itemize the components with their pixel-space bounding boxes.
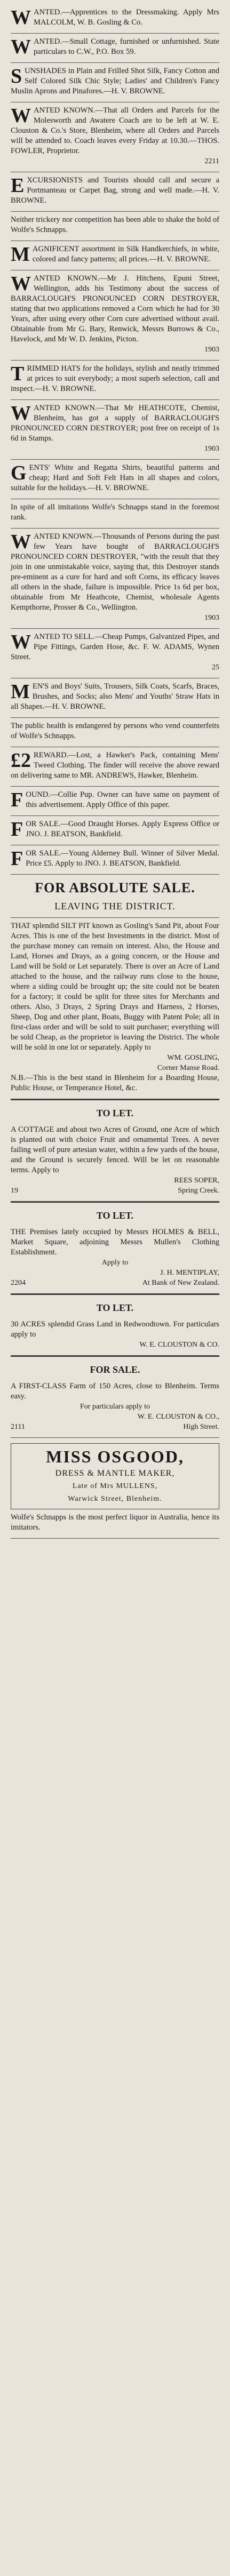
osgood-name: MISS OSGOOD, [11, 1443, 219, 1467]
ad-number: 2111 [11, 1423, 25, 1431]
classified-ad [11, 678, 219, 718]
classified-ad [11, 63, 219, 102]
to-let-signer-1: REES SOPER, [174, 1177, 219, 1185]
osgood-ad [11, 1438, 219, 1509]
ad-body: EN'S and Boys' Suits, Trousers, Silk Coats, Scarfs, Braces, Brushes, and Socks; also Mens' and Youths' Straw Hats in all Shapes.—H. V. BROWNE. [11, 682, 219, 711]
newspaper-column [5, 0, 225, 1543]
classified-ad [11, 499, 219, 529]
to-let-signer-2: J. H. MENTIPLAY, [160, 1269, 219, 1277]
classified-ad-text [11, 750, 219, 781]
classified-ad-text [11, 819, 219, 839]
to-let-footer-1 [11, 1186, 219, 1196]
to-let-ad-1 [11, 1122, 219, 1202]
osgood-late: Late of Mrs MULLENS, [72, 1482, 158, 1490]
classified-ad-text [11, 66, 219, 97]
ad-body: ANTED TO SELL.—Cheap Pumps, Galvanized Pipes, and Pipe Fittings, Garden Hose, &c. F. W. ADAMS, Wynen Street. [11, 633, 219, 661]
ad-body: In spite of all imitations Wolfe's Schnapps stand in the foremost rank. [11, 503, 219, 522]
classified-ad-text [11, 721, 219, 741]
drop-cap: E [11, 174, 25, 197]
classified-ad-text [11, 215, 219, 235]
ad-number: 19 [11, 1187, 18, 1195]
for-sale-heading: FOR SALE. [11, 1356, 219, 1378]
to-let-address-2: At Bank of New Zealand. [142, 1279, 219, 1287]
drop-cap: W [11, 6, 31, 29]
drop-cap: S [11, 65, 22, 87]
classified-ad-text [11, 7, 219, 28]
classified-ad-text [11, 274, 219, 345]
ad-number: 2204 [11, 1279, 26, 1287]
for-sale-body: A FIRST-CLASS Farm of 150 Acres, close to Blenheim. Terms easy. [11, 1382, 219, 1401]
to-let-heading-1: TO LET. [11, 1099, 219, 1122]
absolute-sale-address: Corner Manse Road. [157, 1064, 219, 1072]
ad-body: AGNIFICENT assortment in Silk Handkerchiefs, in white, colored and fancy patterns; all prices.—H. V. BROWNE. [32, 245, 219, 263]
classified-ad [11, 400, 219, 460]
absolute-sale-note: N.B.—This is the best stand in Blenheim for a Boarding House, Public House, or Temperance Hotel, &c. [11, 1074, 219, 1092]
classified-ad [11, 816, 219, 845]
absolute-sale-title: FOR ABSOLUTE SALE. [35, 880, 195, 895]
ad-number: 25 [212, 663, 219, 671]
classified-ad [11, 747, 219, 787]
osgood-trade-line: DRESS & MANTLE MAKER, [55, 1469, 175, 1478]
classified-ad [11, 270, 219, 361]
classified-ad-text [11, 790, 219, 810]
classified-ad-text [11, 37, 219, 57]
ad-body: ANTED.—Apprentices to the Dressmaking. Apply Mrs MALCOLM, W. B. Gosling & Co. [34, 8, 219, 27]
to-let-heading-3: TO LET. [11, 1294, 219, 1316]
drop-cap: G [11, 462, 27, 484]
classified-ad [11, 529, 219, 629]
classified-ad [11, 460, 219, 499]
ad-body: The public health is endangered by persons who vend counterfeits of Wolfe's Schnapps. [11, 722, 219, 740]
classified-ad [11, 845, 219, 875]
classified-ad-text [11, 175, 219, 206]
drop-cap: M [11, 243, 30, 266]
to-let-body-2: THE Premises lately occupied by Messrs HOLMES & BELL, Market Square, adjoining Messrs Mullen's Clothing Establishment. [11, 1228, 219, 1257]
footer-ad-text: Wolfe's Schnapps is the most perfect liquor in Australia, hence its imitators. [11, 1513, 219, 1532]
for-sale-address: High Street. [183, 1423, 219, 1431]
classified-ad-text [11, 532, 219, 613]
ad-body: ANTED.—Small Cottage, furnished or unfurnished. State particulars to C.W., P.O. Box 59. [34, 37, 219, 56]
drop-cap: W [11, 105, 31, 127]
ad-number: 1903 [204, 346, 219, 354]
ad-number: 1903 [204, 445, 219, 453]
classified-ad-text [11, 364, 219, 394]
to-let-footer-2 [11, 1278, 219, 1288]
classified-ad-text [11, 682, 219, 712]
footer-ad [11, 1509, 219, 1539]
ad-body: OUND.—Collie Pup. Owner can have same on payment of this advertisement. Apply Office of this paper. [26, 790, 219, 809]
classified-ad [11, 241, 219, 270]
classified-ad-text [11, 502, 219, 523]
classified-ad [11, 718, 219, 747]
for-sale-ad [11, 1378, 219, 1438]
absolute-sale-body: THAT splendid SILT PIT known as Gosling's Sand Pit, about Four Acres. This is one of the best Investments in the district. Most of the purchase money can remain on interest. Also, the House and Land, Horses and Drays, as a going concern, or the House and Land will be Sold or Let separately. There is over an Acre of Land attached to the house, and the railway runs close to the house, where a siding could be brought up; the site could not be beaten for a factory; it could be split for three sites for Merchants and others. Also, 3 Drays, 2 Spring Drays and Harness, 2 Horses, Sheep, Dog and other plant, Boats, Buggy with Patent Pole; all in first-class order and will be sold to suit purchaser; everything will be sold Cheap, as the proprietor is leaving the District. The whole will be sold in one lot or separately. Apply to [11, 922, 219, 1052]
classified-ad-text [11, 403, 219, 444]
classified-ad [11, 787, 219, 816]
classified-ad-text [11, 244, 219, 265]
classified-ad [11, 212, 219, 241]
to-let-apply-2: Apply to [101, 1259, 129, 1267]
classified-ad [11, 102, 219, 172]
ad-body: UNSHADES in Plain and Frilled Shot Silk, Fancy Cotton and Self Colored Silk Chic Style; Ladies' and Children's Fancy Muslin Aprons and Pinafores.—H. V. BROWNE. [11, 67, 219, 95]
osgood-trade [11, 1467, 219, 1509]
ad-body: XCURSIONISTS and Tourists should call and secure a Portmanteau or Carpet Bag, strong and well made.—H. V. BROWNE. [11, 176, 219, 205]
for-sale-signer: W. E. CLOUSTON & CO., [137, 1413, 219, 1421]
drop-cap: W [11, 36, 31, 58]
ad-body: OR SALE.—Young Alderney Bull. Winner of Silver Medal. Price £5. Apply to JNO. J. BEATSON, Bankfield. [26, 849, 219, 868]
to-let-ad-2 [11, 1224, 219, 1294]
to-let-address-1: Spring Creek. [178, 1187, 219, 1195]
osgood-address: Warwick Street, Blenheim. [68, 1495, 162, 1503]
classified-ad-text [11, 632, 219, 662]
drop-cap: £2 [11, 749, 31, 772]
to-let-signer-3: W. E. CLOUSTON & CO. [139, 1341, 219, 1349]
classified-ad [11, 361, 219, 400]
drop-cap: F [11, 818, 23, 841]
classified-ad [11, 34, 219, 63]
ad-body: ENTS' White and Regatta Shirts, beautiful patterns and cheap; Hard and Soft Felt Hats in all shapes and colors, suitable for the holidays.—H. V. BROWNE. [11, 463, 219, 492]
drop-cap: W [11, 531, 31, 553]
ad-body: ANTED KNOWN.—Mr J. Hitchens, Epuni Street, Wellington, adds his Testimony about the success of BARRACLOUGH'S PRONOUNCED CORN DESTROYER, stating that two applications removed a Corn which he had for 30 Years, after using every other Corn cure advertised without avail. Obtainable from Mr G. Bary, Renwick, Messrs Burrows & Co., Havelock, and Mr W. D. Jenkins, Picton. [11, 274, 219, 343]
ad-number: 2211 [204, 157, 219, 165]
drop-cap: F [11, 847, 23, 870]
ad-body: RIMMED HATS for the holidays, stylish and neatly trimmed at prices to suit everybody; a most superb selection, call and inspect.—H. V. BROWNE. [11, 364, 219, 393]
to-let-body-3: 30 ACRES splendid Grass Land in Redwoodtown. For particulars apply to [11, 1320, 219, 1339]
drop-cap: M [11, 681, 30, 703]
drop-cap: W [11, 631, 31, 653]
to-let-heading-2: TO LET. [11, 1202, 219, 1224]
ad-body: ANTED KNOWN.—Thousands of Persons during the past few Years have bought of BARRACLOUGH'S PRONOUNCED CORN DESTROYER, "with the result that they join in one unmistakable voice, saying that, this Destroyer stands pre-eminent as a cure for hard and soft Corns, its efficacy leaves all others in the shade, failure is impossible. Price 1s 6d per box, obtainable from Mr Heathcote, Chemist, wholesale Agents Kempthorne, Prosser & Co., Wellington. [11, 532, 219, 612]
ad-body: REWARD.—Lost, a Hawker's Pack, containing Mens' Tweed Clothing. The finder will receive the above reward on delivering same to MR. ANDREWS, Hawker, Blenheim. [11, 751, 219, 780]
absolute-sale-signer: WM. GOSLING, [167, 1054, 219, 1062]
absolute-sale-subtitle: LEAVING THE DISTRICT. [11, 899, 219, 918]
classified-ad [11, 172, 219, 212]
drop-cap: W [11, 273, 31, 295]
drop-cap: T [11, 363, 25, 385]
to-let-ad-3 [11, 1316, 219, 1356]
ad-body: ANTED KNOWN.—That all Orders and Parcels for the Molesworth and Awatere Coach are to be left at W. E. Clouston & Co.'s Store, Blenheim, where all Orders and Parcels will be attended to. Coach leaves every Friday at 10.30.—THOS. FOWLER, Proprietor. [11, 106, 219, 155]
classified-ad [11, 629, 219, 678]
classified-ad [11, 4, 219, 34]
drop-cap: F [11, 789, 23, 811]
classified-ads [11, 4, 219, 875]
classified-ad-text [11, 849, 219, 869]
ad-number: 1903 [204, 614, 219, 622]
for-sale-apply: For particulars apply to [80, 1403, 150, 1411]
to-let-body-1: A COTTAGE and about two Acres of Ground, one Acre of which is planted out with choice Fruit and ornamental Trees. A never failing well of pure artesian water, within a few yards of the house, and the Ground is securely fenced. Will be let on reasonable terms. Apply to [11, 1125, 219, 1174]
for-sale-footer [11, 1422, 219, 1432]
classified-ad-text [11, 106, 219, 156]
drop-cap: W [11, 402, 31, 425]
absolute-sale-ad [11, 918, 219, 1099]
ad-body: ANTED KNOWN.—That Mr HEATHCOTE, Chemist, Blenheim, has got a supply of BARRACLOUGH'S PRONOUNCED CORN DESTROYER; post free on receipt of 1s 6d in Stamps. [11, 404, 219, 443]
classified-ad-text [11, 463, 219, 493]
ad-body: Neither trickery nor competition has been able to shake the hold of Wolfe's Schnapps. [11, 215, 219, 234]
ad-body: OR SALE.—Good Draught Horses. Apply Express Office or JNO. J. BEATSON, Bankfield. [26, 820, 219, 838]
